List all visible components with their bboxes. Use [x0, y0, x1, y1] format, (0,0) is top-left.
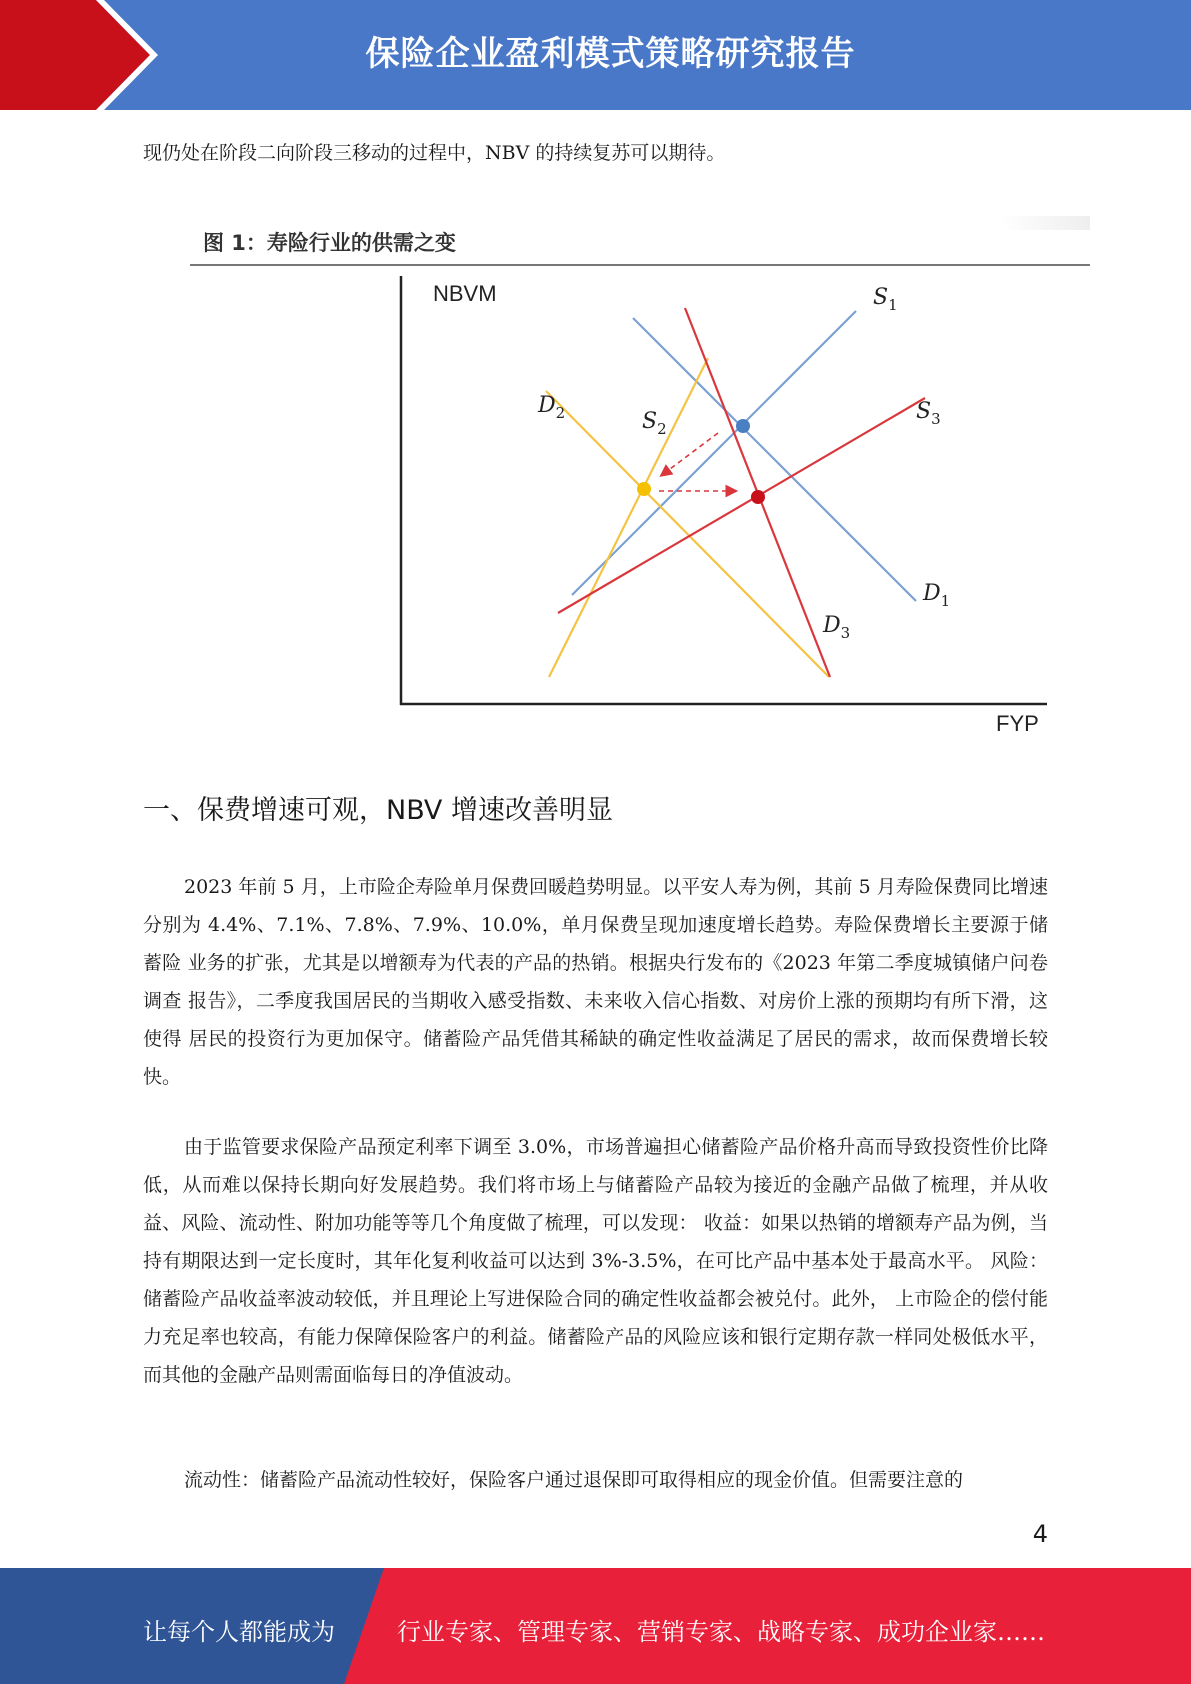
curve-d1	[633, 318, 916, 601]
section-heading: 一、保费增速可观，NBV 增速改善明显	[143, 795, 613, 826]
x-axis-label: FYP	[996, 711, 1039, 736]
y-axis-label: NBVM	[433, 281, 497, 306]
label-s3: $S_3$	[916, 399, 941, 428]
report-title: 保险企业盈利模式策略研究报告	[365, 34, 856, 74]
figure-supply-demand	[190, 212, 1090, 752]
label-s2: $S_2$	[642, 409, 667, 438]
supply-demand-chart	[190, 212, 1090, 752]
footer-slogan-right: 行业专家、管理专家、营销专家、战略专家、成功企业家……	[397, 1618, 1045, 1646]
curve-s1	[572, 311, 856, 595]
page-footer	[0, 1568, 1191, 1684]
equilibrium-point-e2	[637, 482, 651, 496]
label-d3: $D_3$	[823, 613, 851, 642]
page-header	[0, 0, 1191, 110]
paragraph-2: 由于监管要求保险产品预定利率下调至 3.0%，市场普遍担心储蓄险产品价格升高而导致投资性价比降 低，从而难以保持长期向好发展趋势。我们将市场上与储蓄险产品较为接近的金融产品做了梳理，并从收 益、风险、流动性、附加功能等等几个角度做了梳理，可以发现： 收益：如果以热销的增额寿产品为例，当持有期限达到一定长度时，其年化复利收益可以达到 3%-3.5%，在可比产品中基本处于最高水平。 风险：储蓄险产品收益率波动较低，并且理论上写进保险合同的确定性收益都会被兑付。此外， 上市险企的偿付能力充足率也较高，有能力保障保险客户的利益。储蓄险产品的风险应该和银行定期存款一样同处极低水平，而其他的金融产品则需面临每日的净值波动。	[143, 1136, 1048, 1386]
page-number: 4	[1032, 1520, 1048, 1548]
label-d2: $D_2$	[538, 393, 566, 422]
equilibrium-point-e3	[751, 490, 765, 504]
label-d1: $D_1$	[923, 581, 951, 610]
label-s1: $S_1$	[873, 285, 898, 314]
curve-s2	[549, 358, 708, 677]
figure-caption: 图 1：寿险行业的供需之变	[203, 231, 456, 255]
curve-d2	[546, 391, 829, 677]
intro-line: 现仍处在阶段二向阶段三移动的过程中，NBV 的持续复苏可以期待。	[143, 142, 726, 164]
shift-arrow-1	[662, 433, 718, 475]
footer-slogan-left: 让每个人都能成为	[143, 1618, 335, 1646]
equilibrium-point-e1	[736, 419, 750, 433]
paragraph-1: 2023 年前 5 月，上市险企寿险单月保费回暖趋势明显。以平安人寿为例，其前 5 月寿险保费同比增速 分别为 4.4%、7.1%、7.8%、7.9%、10.0%，单月保费呈现加速度增长趋势。寿险保费增长主要源于储蓄险 业务的扩张，尤其是以增额寿为代表的产品的热销。根据央行发布的《2023 年第二季度城镇储户问卷调查 报告》，二季度我国居民的当期收入感受指数、未来收入信心指数、对房价上涨的预期均有所下滑，这使得 居民的投资行为更加保守。储蓄险产品凭借其稀缺的确定性收益满足了居民的需求，故而保费增长较快。	[143, 876, 1048, 1088]
paragraph-3: 流动性：储蓄险产品流动性较好，保险客户通过退保即可取得相应的现金价值。但需要注意的	[184, 1469, 964, 1491]
